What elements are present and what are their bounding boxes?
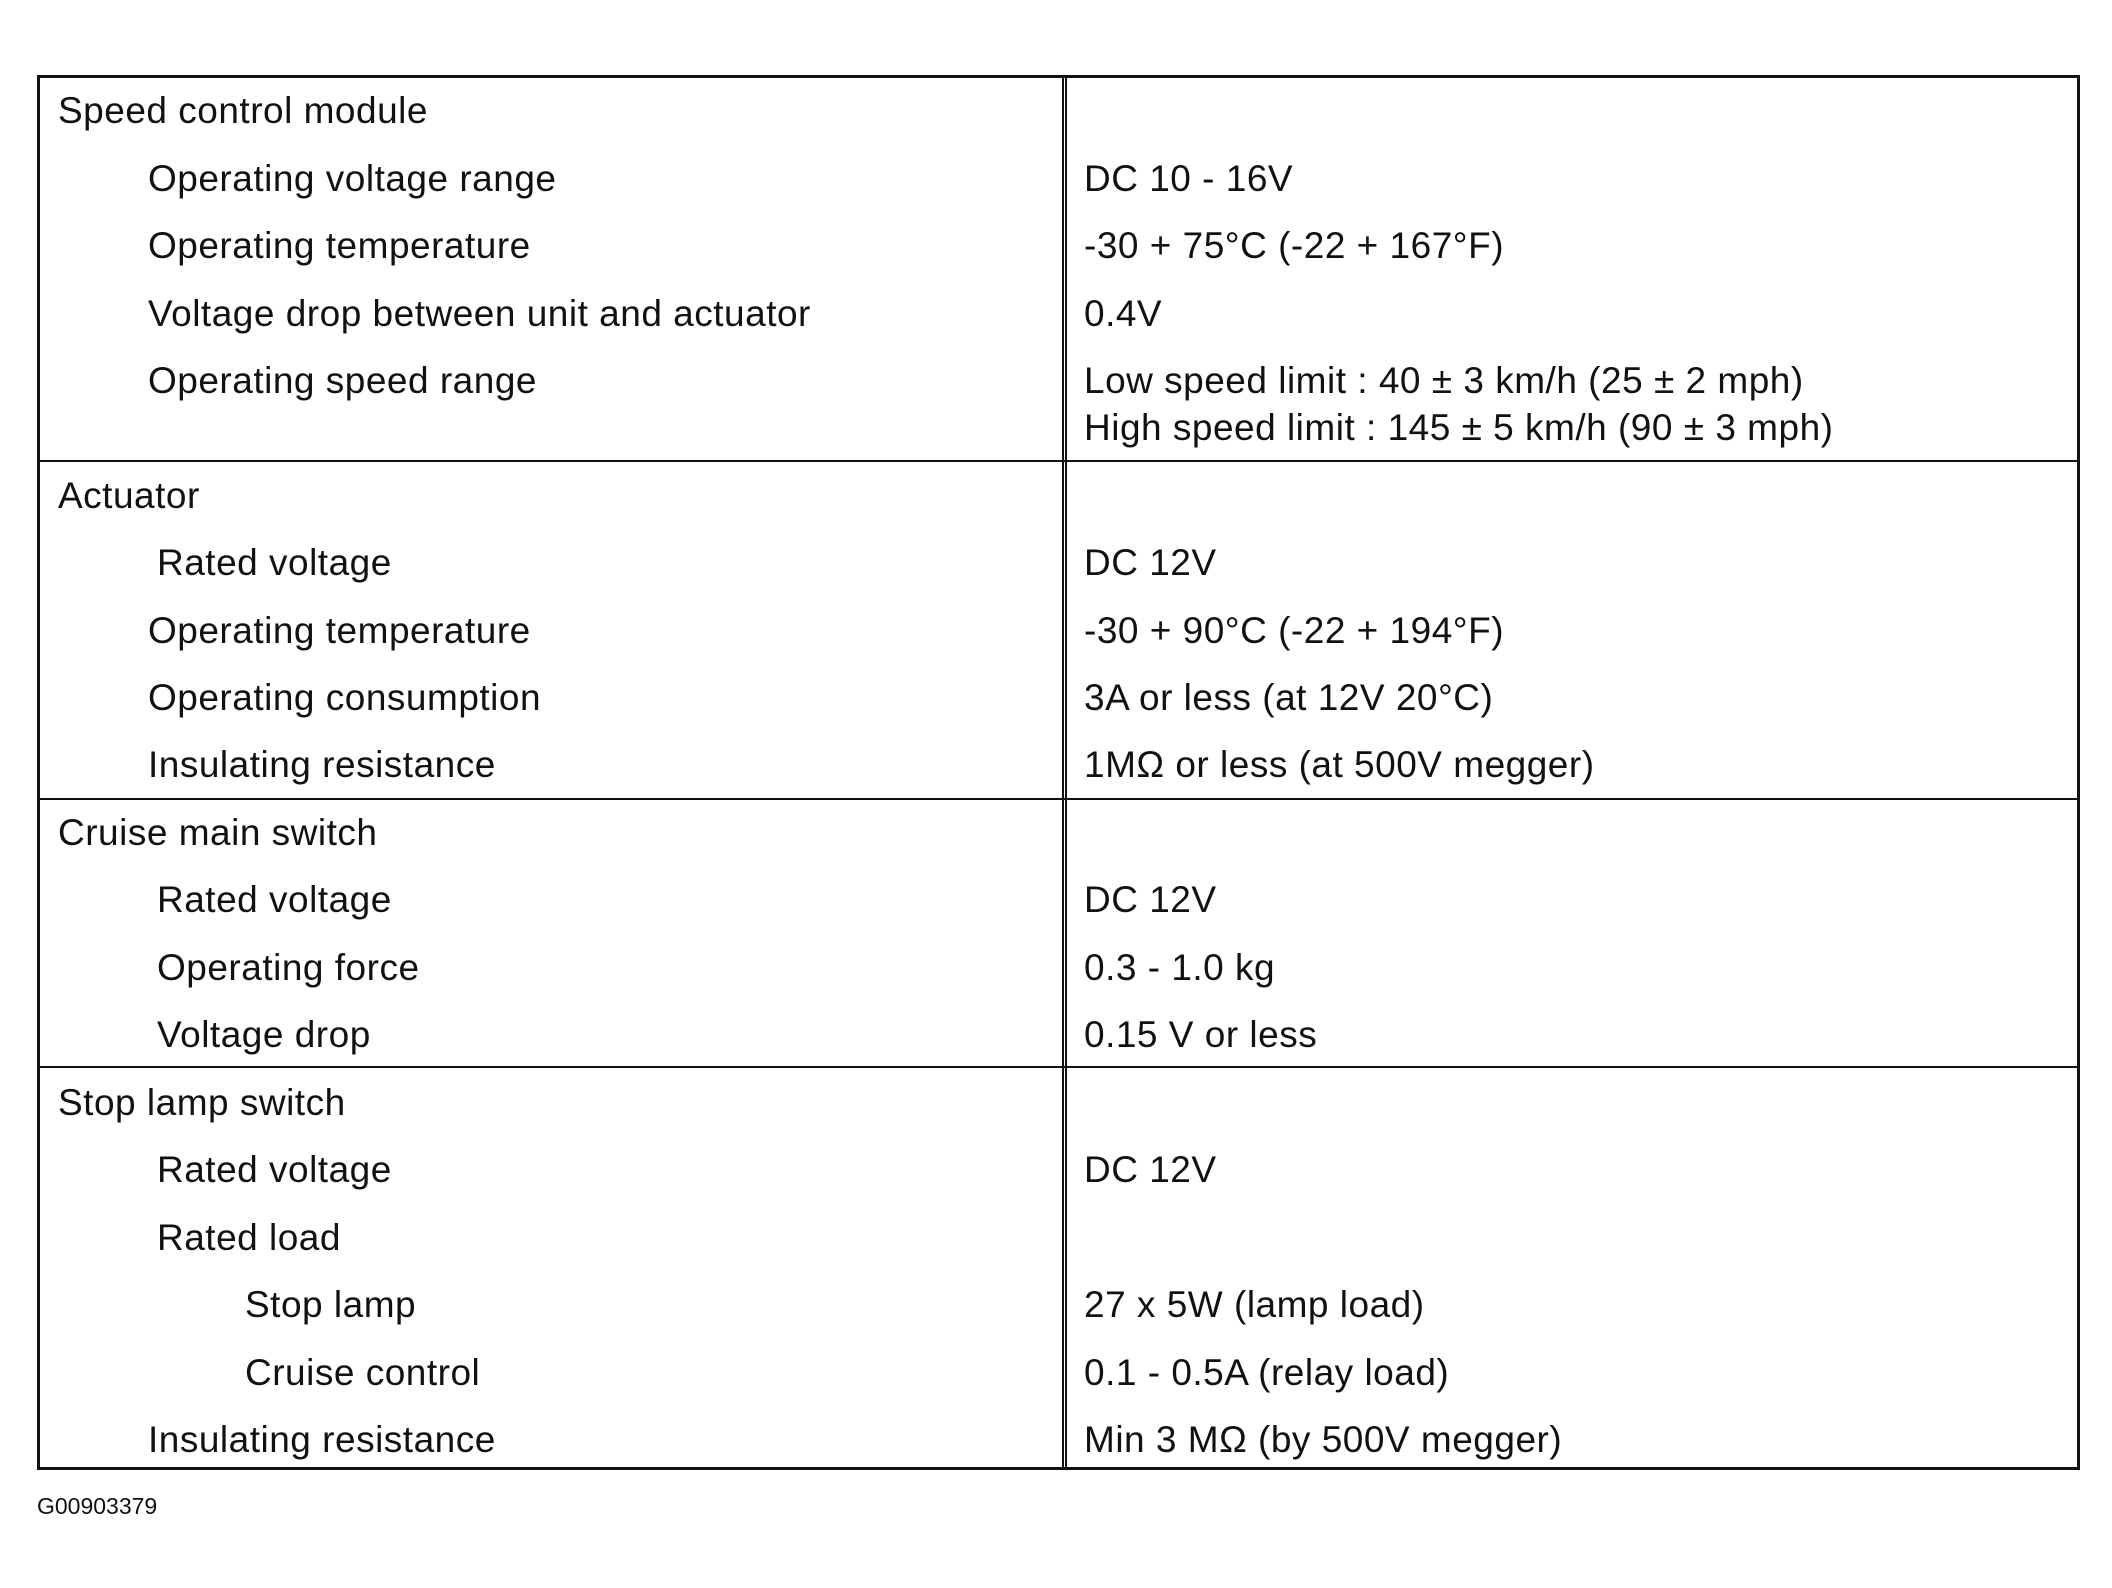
section-divider (40, 1066, 2077, 1068)
row-value: 1MΩ or less (at 500V megger) (1084, 744, 1595, 785)
row-label: Insulating resistance (148, 1419, 496, 1460)
section-title-stop-lamp-switch: Stop lamp switch (58, 1082, 346, 1123)
section-divider (40, 460, 2077, 462)
row-label: Voltage drop (157, 1014, 371, 1055)
row-label: Voltage drop between unit and actuator (148, 293, 811, 334)
row-label: Operating temperature (148, 225, 531, 266)
row-value: DC 12V (1084, 542, 1217, 583)
row-value-line2: High speed limit : 145 ± 5 km/h (90 ± 3 mph) (1084, 407, 1834, 448)
section-title-speed-control-module: Speed control module (58, 90, 428, 131)
row-label: Rated voltage (157, 542, 392, 583)
row-label: Rated load (157, 1217, 341, 1258)
row-label: Cruise control (245, 1352, 481, 1393)
row-label: Operating temperature (148, 610, 531, 651)
row-value: 27 x 5W (lamp load) (1084, 1284, 1425, 1325)
row-value: -30 + 90°C (-22 + 194°F) (1084, 610, 1505, 651)
row-label: Operating consumption (148, 677, 542, 718)
row-value: DC 12V (1084, 879, 1217, 920)
row-label: Stop lamp (245, 1284, 417, 1325)
row-label: Rated voltage (157, 879, 392, 920)
row-value: Low speed limit : 40 ± 3 km/h (25 ± 2 mph) (1084, 360, 1804, 401)
row-value: DC 12V (1084, 1149, 1217, 1190)
row-label: Rated voltage (157, 1149, 392, 1190)
row-value: 3A or less (at 12V 20°C) (1084, 677, 1494, 718)
row-value: DC 10 - 16V (1084, 158, 1294, 199)
row-value: 0.15 V or less (1084, 1014, 1318, 1055)
column-divider (1062, 78, 1067, 1467)
row-value: Min 3 MΩ (by 500V megger) (1084, 1419, 1563, 1460)
row-value: -30 + 75°C (-22 + 167°F) (1084, 225, 1505, 266)
spec-table (37, 75, 2080, 1470)
row-label: Operating speed range (148, 360, 537, 401)
section-title-cruise-main-switch: Cruise main switch (58, 812, 378, 853)
figure-id: G00903379 (37, 1493, 158, 1519)
row-value: 0.3 - 1.0 kg (1084, 947, 1276, 988)
row-value: 0.1 - 0.5A (relay load) (1084, 1352, 1450, 1393)
section-title-actuator: Actuator (58, 475, 200, 516)
section-divider (40, 798, 2077, 800)
row-label: Operating voltage range (148, 158, 557, 199)
row-label: Insulating resistance (148, 744, 496, 785)
row-label: Operating force (157, 947, 420, 988)
row-value: 0.4V (1084, 293, 1163, 334)
